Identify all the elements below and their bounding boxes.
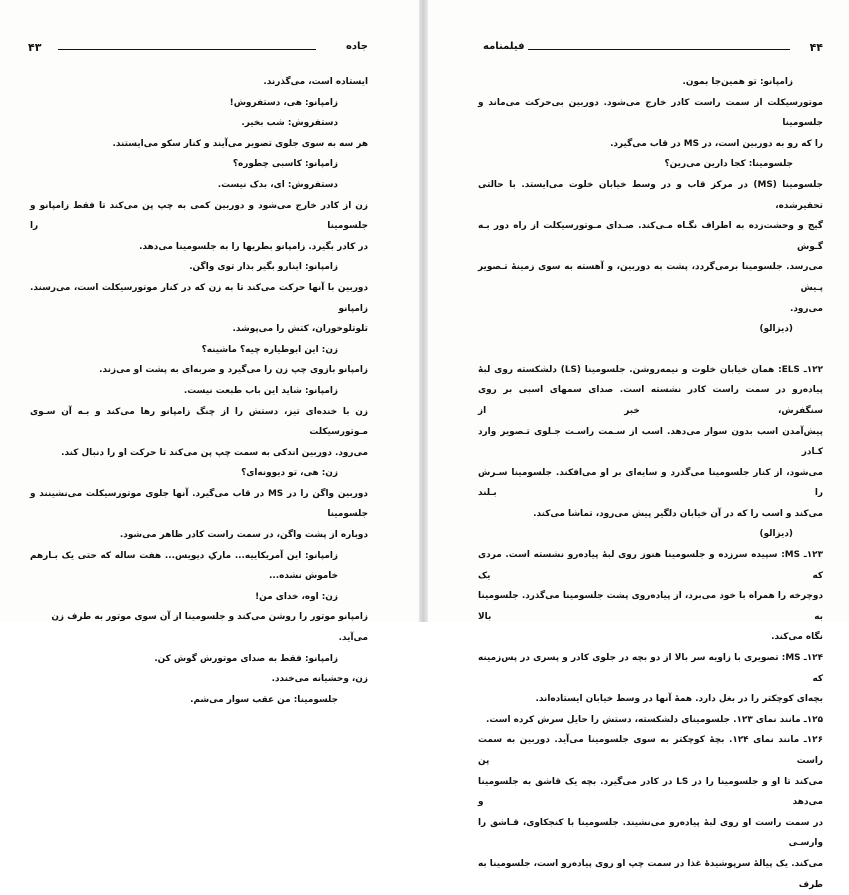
text-line: دوچرخه را همراه با خود می‌برد، از پیاده‌روی پشت جلسومینا می‌گذرد. جلسومینا به بالا bbox=[478, 591, 823, 622]
running-title: فیلمنامه bbox=[483, 41, 525, 52]
header-rule bbox=[58, 49, 316, 50]
dialogue-line: تلوتلوخوران، کتش را می‌پوشد. bbox=[232, 324, 368, 335]
dialogue-line: زامپانو: کاسبی چطوره؟ bbox=[232, 159, 338, 170]
dialogue-line: زامپانو: هی، دستفروش! bbox=[229, 97, 338, 108]
paragraph-gap bbox=[478, 340, 823, 360]
dialogue-line: را که رو به دوربین است، در MS در قاب می‌گیرد. bbox=[610, 138, 823, 149]
right-page-text bbox=[478, 72, 823, 895]
left-page bbox=[0, 0, 420, 705]
dialogue-line: زن، وحشیانه می‌خندد. bbox=[271, 674, 368, 685]
text-line: جلسومینا (MS) در مرکز قاب و در وسط خیابان خلوت می‌ایستد. با حالتی تحقیرشده، bbox=[478, 179, 823, 211]
dialogue-line: هر سه به سوی جلوی تصویر می‌آیند و کنار سکو می‌ایستند. bbox=[112, 138, 368, 149]
right-page bbox=[428, 0, 849, 890]
dialogue-line: زامپانو: این آمریکاییه... مارکِ دیویس... هفت ساله که حتی یک بـارهم bbox=[30, 550, 338, 561]
text-line: می‌شود، از کنار جلسومینا می‌گذرد و سایه‌ای بر او می‌افکند. جلسومینا سـرش را بـلند bbox=[478, 467, 823, 499]
dialogue-line: زن: این ابوطیاره چیه؟ ماشینه؟ bbox=[201, 344, 338, 355]
right-page-header bbox=[428, 41, 849, 57]
text-line: موتورسیکلت از سمت راست کادر خارج می‌شود. دوربین بی‌حرکت می‌ماند و جلسومینا bbox=[478, 97, 823, 129]
text-line: زن با خنده‌ای تیز، دستش را از چنگ زامپانو رها می‌کند و بـه آن سـوی مـوتورسیکلت bbox=[30, 406, 368, 438]
text-line: می‌رسد. جلسومینا برمی‌گردد، پشت به دوربین، و آهسته به سوی زمینهٔ تـصویر پـیش bbox=[478, 262, 823, 293]
dialogue-line: دستفروش: شب بخیر. bbox=[241, 118, 338, 129]
text-line: می‌کند تا او و جلسومینا را در LS در کادر می‌گیرد. بچه یک قاشق به جلسومینا می‌دهد و bbox=[478, 776, 823, 808]
left-page-header bbox=[0, 41, 420, 57]
dialogue-line: زامپانو: فقط به صدای موتورش گوش کن. bbox=[154, 653, 338, 664]
dialogue-line: زامپانو بازوی چپ زن را می‌گیرد و ضربه‌ای به پشت او می‌زند. bbox=[99, 365, 368, 376]
dialogue-line: زن: اوه، خدای من! bbox=[255, 591, 338, 602]
page-number: ۴۳ bbox=[28, 41, 42, 54]
dialogue-line: زامپانو: تو همین‌جا بمون. bbox=[682, 77, 793, 87]
dialogue-line: بچه‌ای کوچکتر را در بغل دارد. همهٔ آنها در وسط خیابان ایستاده‌اند. bbox=[535, 694, 823, 705]
dialogue-line: جلسومینا: کجا دارین می‌رین؟ bbox=[664, 159, 793, 170]
text-line: ۱۲۶ـ مانند نمای ۱۲۴. بچهٔ کوچکتر به سوی جلسومینا می‌آید. دوربین به سمت راست پن bbox=[478, 735, 823, 766]
text-line: ۱۲۳ـ MS: سپیده سرزده و جلسومینا هنوز روی لبهٔ پیاده‌رو نشسته است. مردی که یک bbox=[478, 550, 824, 581]
dialogue-line: جلسومینا: من عقب سوار می‌شم. bbox=[190, 694, 338, 705]
page-number: ۴۴ bbox=[809, 41, 823, 54]
dialogue-line: زامپانو: شاید این باب طبعت نیست. bbox=[183, 385, 338, 396]
text-line: گیج و وحشت‌زده به اطراف نگـاه مـی‌کند. صـدای مـوتورسیکلت از راه دور بـه گـوش bbox=[478, 221, 823, 252]
left-page-text bbox=[30, 72, 368, 710]
dialogue-line: (دیزالو) bbox=[759, 529, 793, 540]
dialogue-line: زامپانو: اینارو بگیر بذار توی واگن. bbox=[189, 262, 338, 273]
dialogue-line: خاموش نشده... bbox=[269, 571, 338, 582]
text-line: در سمت راست او روی لبهٔ پیاده‌رو می‌نشیند. جلسومینا با کنجکاوی، قـاشق را وارسـی bbox=[478, 817, 823, 849]
dialogue-line: می‌رود. دوربین اندکی به سمت چپ پن می‌کند تا حرکت او را دنبال کند. bbox=[61, 447, 368, 458]
dialogue-line: (دیزالو) bbox=[759, 324, 793, 335]
dialogue-line: می‌کند و اسب را که در آن خیابان دلگیر پیش می‌رود، تماشا می‌کند. bbox=[533, 508, 823, 519]
dialogue-line: می‌رود. bbox=[789, 303, 823, 314]
text-line: ۱۲۴ـ MS: تصویری با زاویه سر بالا از دو بچه در جلوی کادر و پسری در پس‌زمینه که bbox=[478, 653, 824, 684]
dialogue-line: زامپانو موتور را روشن می‌کند و جلسومینا از آن سوی موتور به طرف زن می‌آید. bbox=[51, 612, 368, 644]
dialogue-line: در کادر بگیرد. زامپانو بطریها را به جلسومینا می‌دهد. bbox=[139, 241, 368, 252]
text-line: زن از کادر خارج می‌شود و دوربین کمی به چپ پن می‌کند تا فقط زامپانو و جلسومینا را bbox=[30, 200, 368, 232]
dialogue-line: دستفروش: ای، بدک نیست. bbox=[217, 179, 338, 190]
dialogue-line: ۱۲۵ـ مانند نمای ۱۲۳. جلسومینای دلشکسته، دستش را حایل سرش کرده است. bbox=[486, 714, 823, 725]
text-line: دوربین با آنها حرکت می‌کند تا به زن که در کنار موتورسیکلت است، می‌رسند. زامپانو bbox=[30, 282, 368, 314]
text-line: می‌کند. یک پیالهٔ سرپوشیدهٔ غذا در سمت چپ او روی پیاده‌رو است، جلسومینا به طرف bbox=[478, 858, 823, 890]
header-rule bbox=[528, 49, 790, 50]
dialogue-line: زن: هی، تو دیوونه‌ای؟ bbox=[241, 468, 338, 479]
dialogue-line: ایستاده است، می‌گذرند. bbox=[263, 77, 368, 87]
running-title: جاده bbox=[346, 41, 368, 52]
dialogue-line: نگاه می‌کند. bbox=[771, 632, 823, 643]
text-line: دوربین واگن را در MS در قاب می‌گیرد. آنها جلوی موتورسیکلت می‌نشینند و جلسومینا bbox=[30, 488, 368, 520]
text-line: ۱۲۲ـ ELS: همان خیابان خلوت و نیمه‌روشن. جلسومینا (LS) دلشکسته روی لبهٔ bbox=[478, 364, 823, 375]
text-line: پیاده‌رو در سمت راست کادر نشسته است. صدای سمهای اسبی بر روی سنگفرش، خبر از bbox=[478, 385, 823, 416]
dialogue-line: دوباره از پشت واگن، در سمت راست کادر ظاهر می‌شود. bbox=[119, 530, 368, 541]
text-line: پیش‌آمدن اسب بدون سوار می‌دهد. اسب از سـمت راسـت جـلوی تـصویر وارد کـادر bbox=[478, 426, 823, 458]
